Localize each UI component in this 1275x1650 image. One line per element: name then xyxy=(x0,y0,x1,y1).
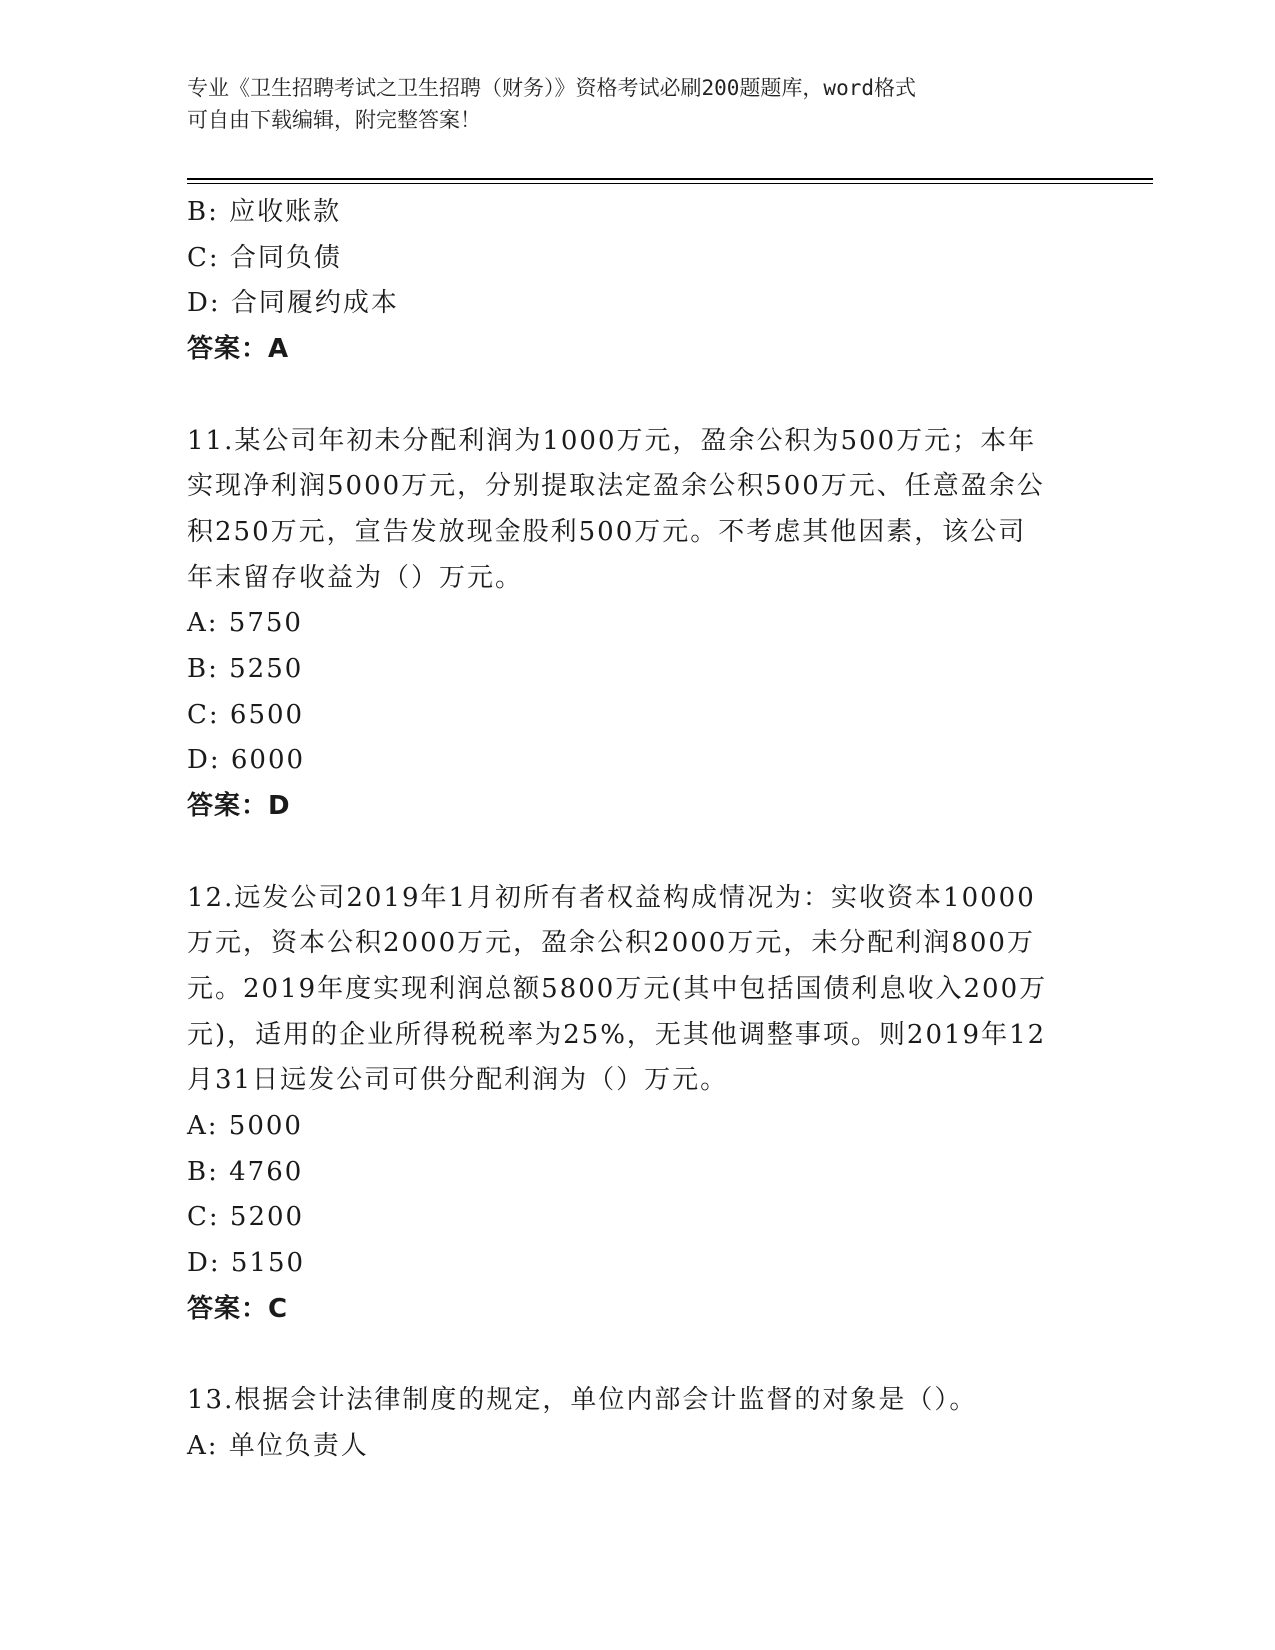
question-text-line: 实现净利润5000万元，分别提取法定盈余公积500万元、任意盈余公 xyxy=(187,471,1045,502)
option-a: A: 5750 xyxy=(187,608,303,639)
question-12 xyxy=(187,876,1087,1333)
document-header xyxy=(187,72,1087,136)
option-c: C: 5200 xyxy=(187,1202,305,1233)
option-b: B: 4760 xyxy=(187,1156,304,1187)
option-d: D: 合同履约成本 xyxy=(187,288,399,319)
question-text-line: 13.根据会计法律制度的规定，单位内部会计监督的对象是（）。 xyxy=(187,1385,978,1416)
header-rule-thin xyxy=(187,183,1153,184)
question-text-line: 月31日远发公司可供分配利润为（）万元。 xyxy=(187,1065,729,1096)
question-11 xyxy=(187,419,1087,830)
question-text-line: 12.远发公司2019年1月初所有者权益构成情况为：实收资本10000 xyxy=(187,882,1036,913)
header-line-1: 专业《卫生招聘考试之卫生招聘（财务）》资格考试必刷200题题库，word格式 xyxy=(187,76,916,100)
question-text-line: 年末留存收益为（）万元。 xyxy=(187,562,524,593)
question-text-line: 元。2019年度实现利润总额5800万元(其中包括国债利息收入200万 xyxy=(187,973,1048,1004)
header-rule-thick xyxy=(187,178,1153,180)
question-text-line: 万元，资本公积2000万元，盈余公积2000万元，未分配利润800万 xyxy=(187,928,1035,959)
header-line-2: 可自由下载编辑，附完整答案！ xyxy=(187,108,481,132)
answer: 答案：D xyxy=(187,791,291,822)
question-text-line: 积250万元，宣告发放现金股利500万元。不考虑其他因素，该公司 xyxy=(187,516,1027,547)
option-d: D: 6000 xyxy=(187,745,306,776)
option-a: A: 5000 xyxy=(187,1111,303,1142)
question-content xyxy=(187,190,1087,1470)
answer: 答案：C xyxy=(187,1293,289,1324)
answer: 答案：A xyxy=(187,334,290,365)
question-text-line: 11.某公司年初未分配利润为1000万元，盈余公积为500万元；本年 xyxy=(187,425,1037,456)
option-a: A: 单位负责人 xyxy=(187,1430,369,1461)
option-c: C: 合同负债 xyxy=(187,242,342,273)
option-b: B: 应收账款 xyxy=(187,197,342,227)
option-c: C: 6500 xyxy=(187,699,305,730)
option-b: B: 5250 xyxy=(187,654,304,685)
question-13 xyxy=(187,1378,1087,1469)
question-10-tail xyxy=(187,190,1087,373)
question-text-line: 元)，适用的企业所得税税率为25%，无其他调整事项。则2019年12 xyxy=(187,1019,1047,1050)
option-d: D: 5150 xyxy=(187,1248,306,1279)
